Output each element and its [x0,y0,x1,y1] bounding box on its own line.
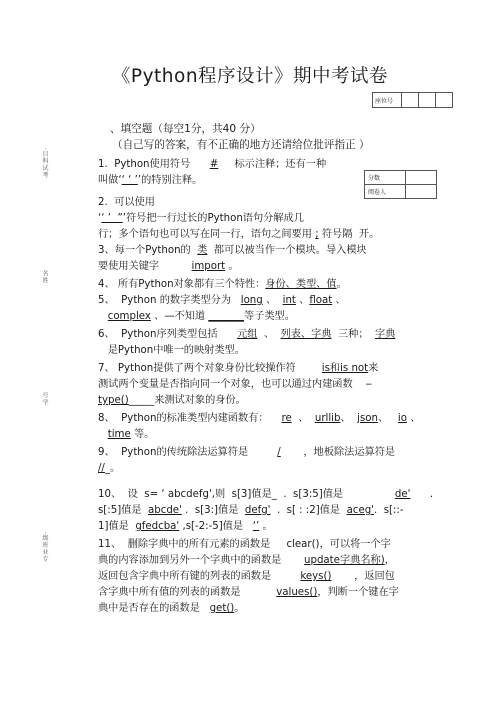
question-text [98,311,108,322]
question-text: 9、 Python的传统除法运算符是 [98,447,278,458]
answer-text: gfedcba' [135,521,180,532]
question-text: 行；多个语句也可以写在同一行，语句之间要用 [98,229,316,240]
question-text: 2. 可以使用 [98,197,155,208]
question-line [98,243,367,259]
question-text: . s[::- [373,505,404,516]
answer-text: values() [276,587,318,598]
answer-text: is和is not [321,363,369,374]
answer-text: type() [98,395,129,406]
question-text: 、 [257,329,281,340]
question-text: 三种； [331,329,375,340]
answer-text: # [209,159,219,170]
question-text: 11、 删除字典中的所有元素的函数是 clear()，可以将一个字 [98,539,391,550]
question-text: 、 [377,413,398,424]
question-text: 3、每一个Python的 [98,245,198,256]
question-line [98,601,244,617]
question-line [98,461,120,477]
question-text: 测试两个变量是否指向同一个对象，也可以通过内建函数 ‒ [98,379,373,390]
section-note: （自己写的答案，有不正确的地方还请给位批评指正 ） [112,139,370,151]
question-text: 、 [295,295,310,306]
answer-text: de' [394,489,411,500]
question-line [98,259,239,275]
question-text: 5、 Python 的数字类型分为 [98,295,241,306]
question-text: . s[ : :2]值是 [270,505,347,516]
answer-text: 元组 [237,329,258,340]
question-text: 典的内容添加到另外一个字典中的函数是 [98,555,305,566]
answer-text: urllib [314,413,341,424]
sidebar-label-student-id: 号学 [41,392,48,406]
question-text: 、 [340,413,358,424]
answer-text: 类 [197,245,208,256]
question-line [98,227,379,243]
answer-text: 字典 [375,329,396,340]
sidebar-label-name: 名姓 [41,270,48,284]
answer-text: 列表、字典 [280,329,332,340]
score-label: 分数 [365,171,406,185]
question-text: ， [384,555,395,566]
question-text: . s[3:]值是 [181,505,245,516]
question-line [98,393,246,409]
grader-label: 阅卷人 [365,185,406,199]
question-line [98,211,304,227]
answer-text: keys() [300,571,332,582]
question-text: 、 [332,295,346,306]
question-line [98,195,155,211]
answer-text: long [240,295,263,306]
answer-text: int [282,295,296,306]
section-title: 、填空题（每空1分，共40 分） [110,123,261,135]
question-line [98,309,295,325]
question-line [98,569,395,585]
score-table [364,170,437,199]
question-text: . [410,489,434,500]
question-text: 、—不知道 [150,311,209,322]
answer-text: defg' [244,505,271,516]
question-text: 7、 Python提供了两个对象身份比较操作符 [98,363,322,374]
question-line [98,277,347,293]
question-text: _____来测试对象的身份。 [128,395,246,406]
question-text: 来 [368,363,379,374]
question-text: 符号隔 开。 [318,229,380,240]
question-text: 等。 [130,429,155,440]
sidebar-label-class: ·级班业专 [41,532,48,563]
question-text: 。 [225,261,239,272]
question-text: ，判断一个键在字 [317,587,399,598]
question-line [98,173,202,189]
question-line [98,503,404,519]
question-text: ，返回包 [331,571,395,582]
answer-text: / [277,447,281,458]
answer-text: ‘ ’ ” [101,213,123,224]
sidebar-label-subject: ·目科试考 [41,148,48,179]
question-text: 1. Python使用符号 [98,159,210,170]
question-text: 。 [234,603,245,614]
question-text: 都可以被当作一个模块。导入模块 [207,245,367,256]
question-text: 典中是否存在的函数是 [98,603,210,614]
question-text: _。 [104,463,121,474]
question-text: 8、 Python的标准类型内建函数有： [98,413,282,424]
question-text: 、 [291,413,315,424]
question-line [98,537,391,553]
question-line [98,519,273,535]
question-text: ，地板除法运算符是 [280,447,396,458]
question-text: ’的特别注释。 [137,175,203,186]
answer-text: aceg' [346,505,374,516]
answer-text: complex [107,311,151,322]
question-text: 10、 设 s= ‘ abcdefg',则 s[3]值是_ . s[3:5]值是 [98,489,395,500]
question-text: 。 [336,279,347,290]
question-line [98,293,346,309]
answer-text: float [309,295,333,306]
answer-text: ‘ ‘ ’ [121,175,138,186]
answer-text: ; [315,229,319,240]
question-text: 叫做‘ [98,175,122,186]
question-text: 、 [262,295,283,306]
seat-label: 座位号 [373,93,402,108]
answer-text: ‘’ [252,521,260,532]
question-line [98,411,420,427]
answer-text: io [397,413,407,424]
question-text: 、 [406,413,421,424]
question-line [98,553,395,569]
answer-text: time [107,429,131,440]
question-text: 标示注释；还有一种 [218,159,327,170]
question-line [98,327,395,343]
question-text: 返回包含字典中所有键的列表的函数是 [98,571,301,582]
question-line [98,487,433,503]
question-text: 1]值是 [98,521,136,532]
answer-text: json [357,413,378,424]
answer-text: get() [209,603,235,614]
question-line [98,377,372,393]
answer-text: // [98,463,105,474]
question-text: 4、 所有Python对象都有三个特性： [98,279,266,290]
question-text: 要使用关键字 [98,261,192,272]
question-text: s[:5]值是 [98,505,149,516]
question-text [98,429,108,440]
question-line [98,585,399,601]
question-text: 等子类型。 [243,311,295,322]
page-title: 《Python程序设计》期中考试卷 [111,66,389,87]
answer-text: update字典名称) [304,555,385,566]
question-line [98,445,395,461]
answer-text: import [191,261,226,272]
answer-text: 身份、类型、值 [265,279,337,290]
answer-text: re [281,413,292,424]
question-text: ‘ [98,213,102,224]
question-text: 是Python中唯一的映射类型。 [98,345,245,356]
answer-text: _______ [208,311,244,322]
question-text: ,s[-2:-5]值是 [179,521,253,532]
question-line [98,157,326,173]
question-text: 6、 Python序列类型包括 [98,329,238,340]
question-text: 。 [259,521,273,532]
question-text: ’符号把一行过长的Python语句分解成几 [122,213,304,224]
question-line [98,343,245,359]
question-line [98,427,154,443]
answer-text: abcde' [148,505,182,516]
question-line [98,361,378,377]
seat-number-box [372,92,453,108]
question-text: 含字典中所有值的列表的函数是 [98,587,277,598]
